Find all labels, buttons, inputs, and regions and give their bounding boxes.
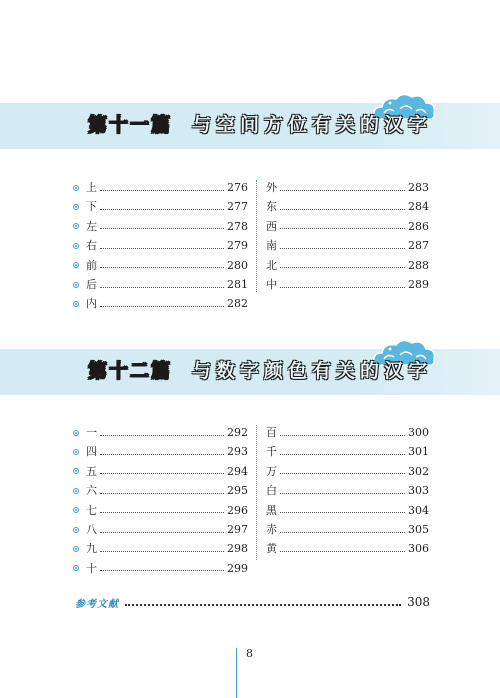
bullet-icon xyxy=(73,546,79,552)
toc-column-right xyxy=(266,423,429,559)
toc-entry[interactable]: 八 297 xyxy=(73,520,248,539)
toc-entry[interactable]: 黄 306 xyxy=(266,542,429,556)
bullet-icon xyxy=(73,262,79,268)
bullet-icon xyxy=(73,488,79,494)
bullet-icon xyxy=(73,449,79,455)
bullet-icon xyxy=(73,468,79,474)
section-banner-12 xyxy=(0,349,500,395)
toc-entry[interactable]: 上 276 xyxy=(73,178,248,197)
bullet-icon xyxy=(73,301,79,307)
references-label: 参考文献 xyxy=(75,598,119,610)
leader-dots xyxy=(125,604,401,606)
toc-entry[interactable]: 百 300 xyxy=(266,426,429,439)
section-title: 第十一篇 xyxy=(88,114,173,136)
toc-entry[interactable]: 万 302 xyxy=(266,464,429,478)
bullet-icon xyxy=(73,282,79,288)
toc-entry[interactable]: 九 298 xyxy=(73,539,248,558)
toc-entry[interactable]: 赤 305 xyxy=(266,522,429,536)
bullet-icon xyxy=(73,430,79,436)
bullet-icon xyxy=(73,223,79,229)
toc-entry[interactable]: 六 295 xyxy=(73,481,248,500)
toc-entry[interactable]: 十 299 xyxy=(73,559,248,578)
references-page: 308 xyxy=(407,595,430,609)
section-subtitle: 与数字颜色有关的汉字 xyxy=(192,360,433,382)
bullet-icon xyxy=(73,565,79,571)
toc-entry[interactable]: 一 292 xyxy=(73,423,248,442)
toc-entry[interactable]: 五 294 xyxy=(73,462,248,481)
bullet-icon xyxy=(73,185,79,191)
toc-entry[interactable]: 千 301 xyxy=(266,445,429,459)
bullet-icon xyxy=(73,507,79,513)
references-entry[interactable] xyxy=(75,594,430,610)
toc-entry[interactable]: 后 281 xyxy=(73,275,248,294)
column-divider xyxy=(256,180,257,292)
toc-entry[interactable]: 白 303 xyxy=(266,484,429,498)
toc-entry[interactable]: 右 279 xyxy=(73,236,248,255)
page-number: 8 xyxy=(246,647,253,660)
toc-entry[interactable]: 黑 304 xyxy=(266,503,429,517)
toc-column-right xyxy=(266,178,429,294)
toc-column-left xyxy=(73,178,248,314)
column-divider xyxy=(256,425,257,560)
toc-column-left xyxy=(73,423,248,578)
bullet-icon xyxy=(73,527,79,533)
toc-entry[interactable]: 前 280 xyxy=(73,256,248,275)
section-title: 第十二篇 xyxy=(88,360,173,382)
toc-entry[interactable]: 外 283 xyxy=(266,181,429,194)
toc-entry[interactable]: 中 289 xyxy=(266,277,429,291)
toc-entry[interactable]: 北 288 xyxy=(266,258,429,272)
footer-rule xyxy=(236,648,237,698)
toc-entry[interactable]: 南 287 xyxy=(266,239,429,253)
toc-entry[interactable]: 内 282 xyxy=(73,294,248,313)
toc-entry[interactable]: 东 284 xyxy=(266,200,429,214)
bullet-icon xyxy=(73,204,79,210)
section-subtitle: 与空间方位有关的汉字 xyxy=(192,114,433,136)
toc-entry[interactable]: 四 293 xyxy=(73,442,248,461)
toc-entry[interactable]: 左 278 xyxy=(73,217,248,236)
toc-entry[interactable]: 七 296 xyxy=(73,501,248,520)
toc-entry[interactable]: 西 286 xyxy=(266,219,429,233)
toc-entry[interactable]: 下 277 xyxy=(73,197,248,216)
bullet-icon xyxy=(73,243,79,249)
section-banner-11 xyxy=(0,103,500,149)
